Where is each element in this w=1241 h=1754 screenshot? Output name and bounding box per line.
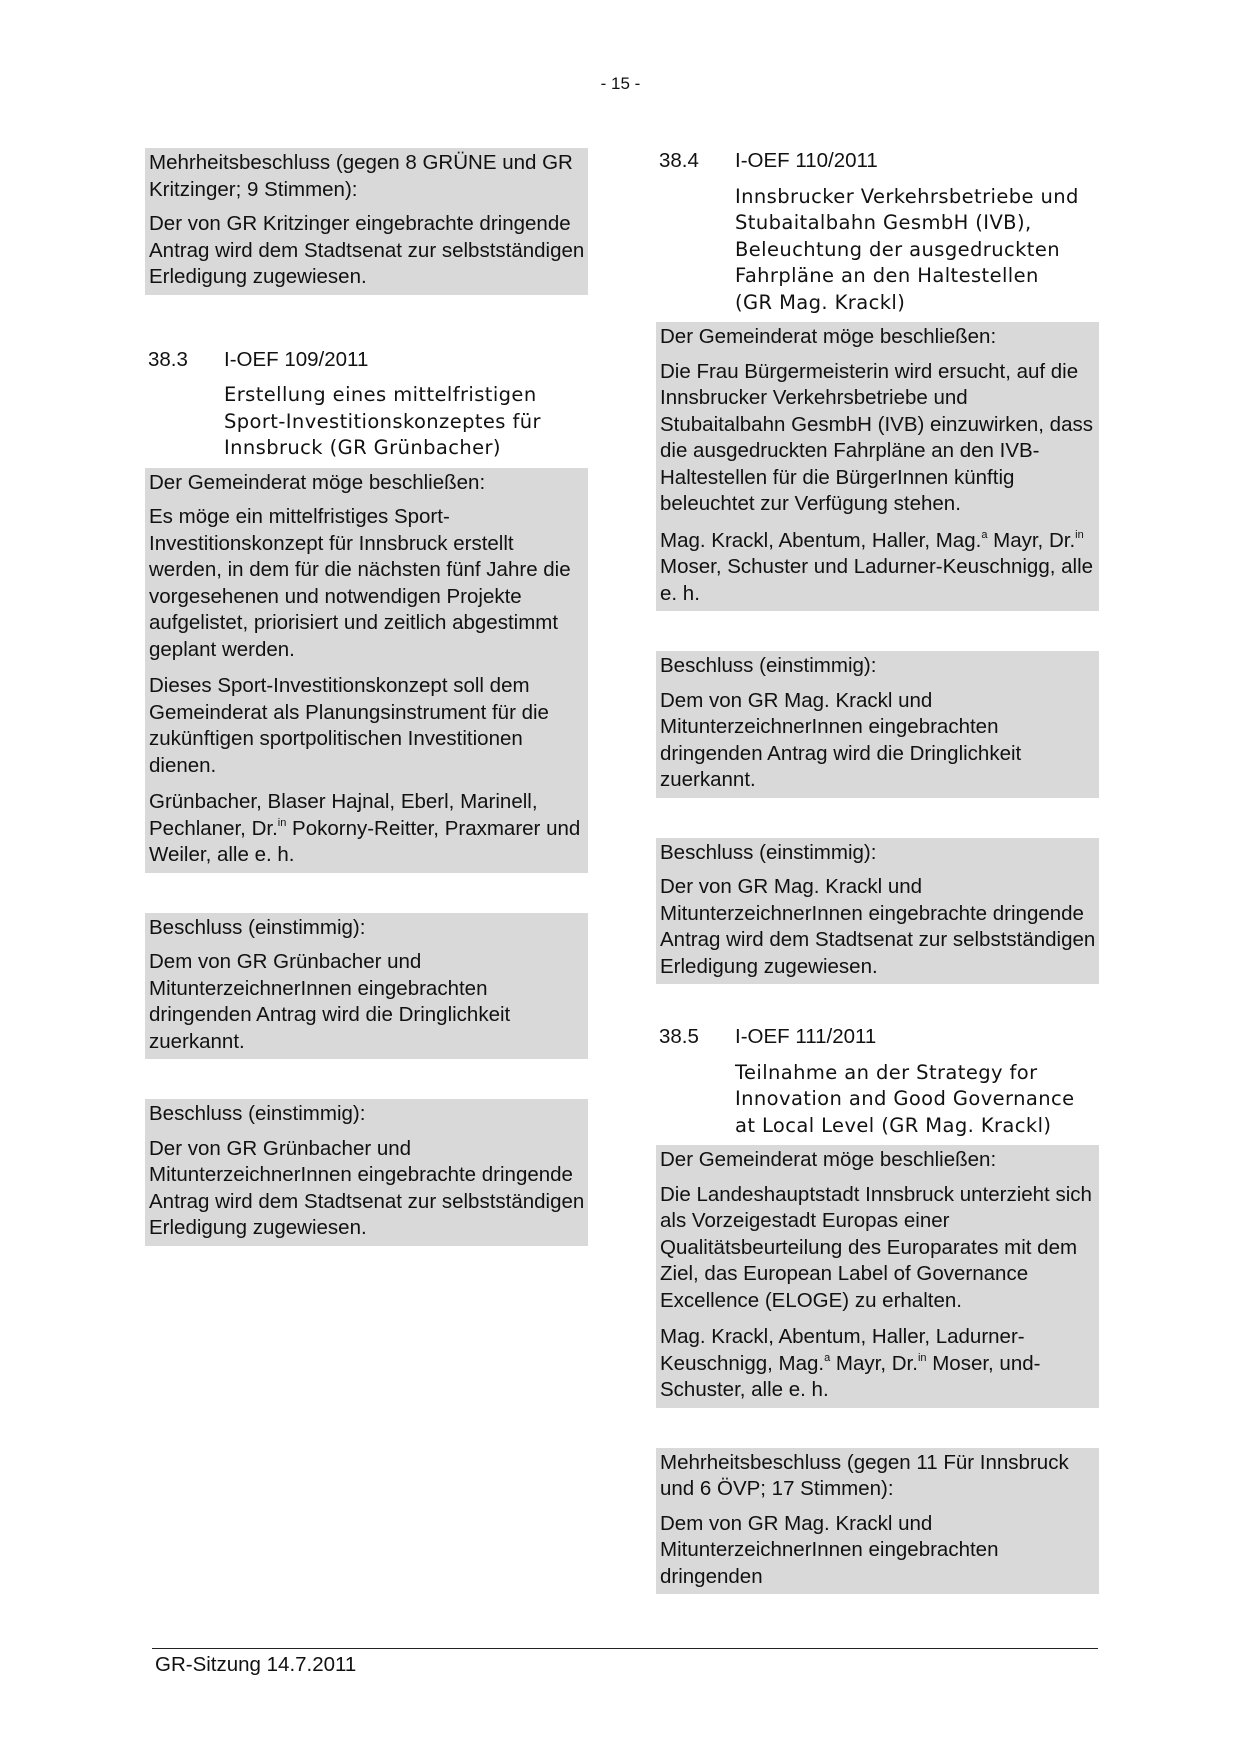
- resolution-block: [656, 1448, 1099, 1595]
- resolution-block: [656, 838, 1099, 985]
- resolution-block: [145, 148, 588, 295]
- item-number: 38.4: [659, 149, 699, 172]
- footer-divider: [152, 1648, 1098, 1649]
- motion-paragraph: Es möge ein mittelfristiges Sport-Investitionskonzept für Innsbruck erstellt werden, in dem für die nächsten fünf Jahre die vorgesehenen und notwendigen Projekte aufgelistet, priorisiert und zeitlich abgestimmt geplant werden.: [149, 505, 571, 661]
- item-title: Teilnahme an der Strategy for Innovation and Good Governance at Local Level (GR Mag. Krackl): [735, 1060, 1075, 1137]
- page-number: - 15 -: [600, 74, 641, 93]
- resolution-heading: Mehrheitsbeschluss (gegen 11 Für Innsbruck und 6 ÖVP; 17 Stimmen):: [660, 1450, 1069, 1500]
- motion-heading: Der Gemeinderat möge beschließen:: [149, 470, 486, 494]
- resolution-text: Der von GR Kritzinger eingebrachte dringende Antrag wird dem Stadtsenat zur selbstständigen Erledigung zugewiesen.: [149, 212, 585, 288]
- resolution-heading: Beschluss (einstimmig):: [660, 840, 877, 864]
- resolution-heading: Beschluss (einstimmig):: [149, 1102, 366, 1125]
- item-code: I-OEF 110/2011: [735, 149, 878, 172]
- resolution-block: [656, 651, 1099, 798]
- item-code: I-OEF 109/2011: [224, 347, 369, 371]
- item-number: 38.5: [659, 1025, 699, 1048]
- signatories: Mag. Krackl, Abentum, Haller, Ladurner-Keuschnigg, Mag.$^a$ Mayr, Dr.$^{in}$ Moser, und-Schuster, alle e. h.: [660, 1325, 1041, 1401]
- resolution-heading: Beschluss (einstimmig):: [660, 654, 877, 677]
- right-column: [656, 148, 1099, 1594]
- motion-paragraph: Die Landeshauptstadt Innsbruck unterzieht sich als Vorzeigestadt Europas einer Qualitätsbeurteilung des Europarates mit dem Ziel, das European Label of Governance Excellence (ELOGE) zu erhalten.: [660, 1182, 1092, 1312]
- motion-paragraph: Die Frau Bürgermeisterin wird ersucht, auf die Innsbrucker Verkehrsbetriebe und Stubaitalbahn GesmbH (IVB) einzuwirken, dass die ausgedruckten Fahrpläne an den IVB-Haltestellen für die BürgerInnen künftig beleuchtet zur Verfügung stehen.: [660, 359, 1093, 515]
- item-title: Erstellung eines mittelfristigen Sport-Investitionskonzeptes für Innsbruck (GR Grünbacher): [224, 383, 541, 459]
- signatories: Grünbacher, Blaser Hajnal, Eberl, Marinell, Pechlaner, Dr.$^{in}$ Pokorny-Reitter, Praxmarer und Weiler, alle e. h.: [149, 790, 581, 866]
- agenda-item-38-3: [145, 347, 588, 374]
- motion-block: [656, 1145, 1099, 1408]
- resolution-text: Dem von GR Mag. Krackl und MitunterzeichnerInnen eingebrachten dringenden: [660, 1511, 999, 1588]
- resolution-block: [145, 1099, 588, 1246]
- left-column: [145, 148, 588, 1246]
- signatories: Mag. Krackl, Abentum, Haller, Mag.$^a$ Mayr, Dr.$^{in}$ Moser, Schuster und Ladurner-Keuschnigg, alle e. h.: [660, 528, 1094, 605]
- motion-heading: Der Gemeinderat möge beschließen:: [660, 325, 997, 348]
- resolution-text: Der von GR Grünbacher und MitunterzeichnerInnen eingebrachte dringende Antrag wird dem Stadtsenat zur selbstständigen Erledigung zugewiesen.: [149, 1136, 585, 1239]
- resolution-text: Dem von GR Mag. Krackl und MitunterzeichnerInnen eingebrachten dringenden Antrag wird die Dringlichkeit zuerkannt.: [660, 688, 1022, 791]
- item-title: Innsbrucker Verkehrsbetriebe und Stubaitalbahn GesmbH (IVB), Beleuchtung der ausgedruckten Fahrpläne an den Haltestellen (GR Mag. Krackl): [735, 184, 1079, 314]
- agenda-item-38-4: [656, 148, 1099, 175]
- motion-block: [656, 322, 1099, 611]
- footer-text: GR-Sitzung 14.7.2011: [155, 1653, 357, 1676]
- item-number: 38.3: [148, 347, 188, 371]
- item-code: I-OEF 111/2011: [735, 1025, 877, 1048]
- motion-block: [145, 468, 588, 873]
- motion-heading: Der Gemeinderat möge beschließen:: [660, 1148, 997, 1171]
- resolution-text: Dem von GR Grünbacher und MitunterzeichnerInnen eingebrachten dringenden Antrag wird die Dringlichkeit zuerkannt.: [149, 950, 511, 1053]
- motion-paragraph: Dieses Sport-Investitionskonzept soll dem Gemeinderat als Planungsinstrument für die zukünftigen sportpolitischen Investitionen dienen.: [149, 674, 549, 777]
- resolution-block: [145, 913, 588, 1060]
- resolution-heading: Mehrheitsbeschluss (gegen 8 GRÜNE und GR Kritzinger; 9 Stimmen):: [149, 151, 573, 201]
- resolution-text: Der von GR Mag. Krackl und MitunterzeichnerInnen eingebrachte dringende Antrag wird dem Stadtsenat zur selbstständigen Erledigung zugewiesen.: [660, 875, 1096, 978]
- resolution-heading: Beschluss (einstimmig):: [149, 915, 366, 939]
- agenda-item-38-5: [656, 1024, 1099, 1051]
